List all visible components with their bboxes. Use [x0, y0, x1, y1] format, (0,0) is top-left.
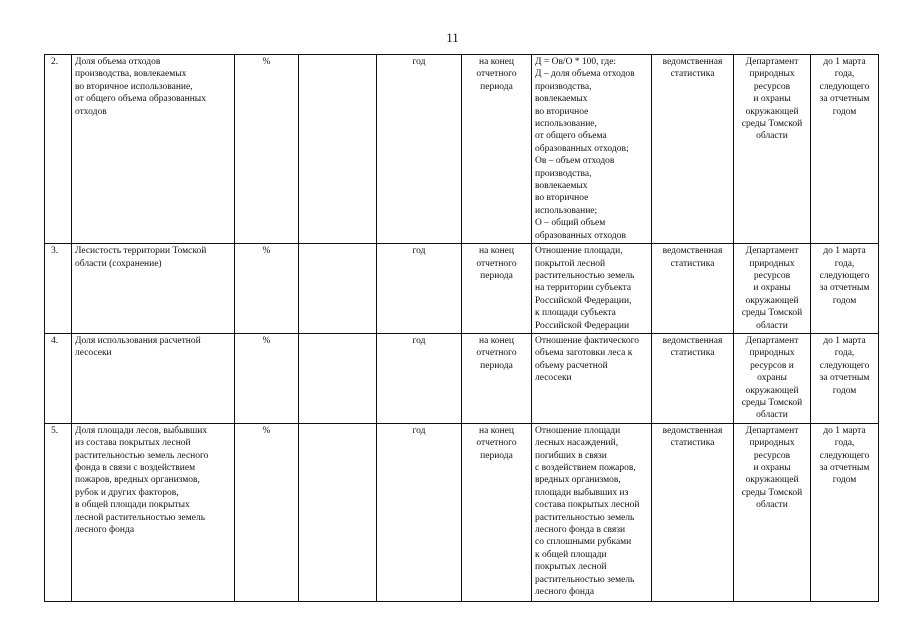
source-cell: ведомственная статистика [652, 333, 734, 423]
indicator-name: Доля объема отходов производства, вовлекаемых во вторичное использование, от общего объема образованных отходов [72, 55, 235, 244]
unit-cell: % [235, 55, 299, 244]
unit-cell: % [235, 333, 299, 423]
empty-cell [299, 423, 377, 601]
table-row [45, 333, 879, 423]
row-number: 4. [45, 333, 72, 423]
table-row [45, 423, 879, 601]
periodicity-cell: год [377, 333, 462, 423]
deadline-cell: до 1 марта года, следующего за отчетным годом [811, 244, 879, 334]
indicator-name: Лесистость территории Томской области (сохранение) [72, 244, 235, 334]
responsible-cell: Департамент природных ресурсов и охраны окружающей среды Томской области [734, 423, 811, 601]
formula-cell: Отношение площади, покрытой лесной растительностью земель на территории субъекта Российской Федерации, к площади субъекта Российской Федерации [532, 244, 652, 334]
empty-cell [299, 333, 377, 423]
indicators-table [44, 54, 879, 602]
unit-cell: % [235, 244, 299, 334]
time-cell: на конец отчетного периода [462, 333, 532, 423]
deadline-cell: до 1 марта года, следующего за отчетным годом [811, 423, 879, 601]
row-number: 5. [45, 423, 72, 601]
time-cell: на конец отчетного периода [462, 423, 532, 601]
indicator-name: Доля площади лесов, выбывших из состава покрытых лесной растительностью земель лесного фонда в связи с воздействием пожаров, вредных организмов, рубок и других факторов, в общей площади покрытых лесной растительностью земель лесного фонда [72, 423, 235, 601]
formula-cell: Д = Ов/О * 100, где: Д – доля объема отходов производства, вовлекаемых во вторичное использование, от общего объема образованных отходов; Ов – объем отходов производства, вовлекаемых во вторичное использование; О – общий объем образованных отходов [532, 55, 652, 244]
source-cell: ведомственная статистика [652, 244, 734, 334]
empty-cell [299, 55, 377, 244]
source-cell: ведомственная статистика [652, 423, 734, 601]
deadline-cell: до 1 марта года, следующего за отчетным годом [811, 55, 879, 244]
table-row [45, 244, 879, 334]
table-row [45, 55, 879, 244]
page-number: 11 [446, 30, 459, 45]
source-cell: ведомственная статистика [652, 55, 734, 244]
empty-cell [299, 244, 377, 334]
responsible-cell: Департамент природных ресурсов и охраны окружающей среды Томской области [734, 55, 811, 244]
periodicity-cell: год [377, 55, 462, 244]
responsible-cell: Департамент природных ресурсов и охраны окружающей среды Томской области [734, 244, 811, 334]
row-number: 2. [45, 55, 72, 244]
row-number: 3. [45, 244, 72, 334]
periodicity-cell: год [377, 423, 462, 601]
time-cell: на конец отчетного периода [462, 55, 532, 244]
periodicity-cell: год [377, 244, 462, 334]
indicator-name: Доля использования расчетной лесосеки [72, 333, 235, 423]
formula-cell: Отношение площади лесных насаждений, погибших в связи с воздействием пожаров, вредных организмов, площади выбывших из состава покрытых лесной растительностью земель лесного фонда в связи со сплошными рубками к общей площади покрытых лесной растительностью земель лесного фонда [532, 423, 652, 601]
responsible-cell: Департамент природных ресурсов и охраны окружающей среды Томской области [734, 333, 811, 423]
unit-cell: % [235, 423, 299, 601]
deadline-cell: до 1 марта года, следующего за отчетным годом [811, 333, 879, 423]
time-cell: на конец отчетного периода [462, 244, 532, 334]
formula-cell: Отношение фактического объема заготовки леса к объему расчетной лесосеки [532, 333, 652, 423]
